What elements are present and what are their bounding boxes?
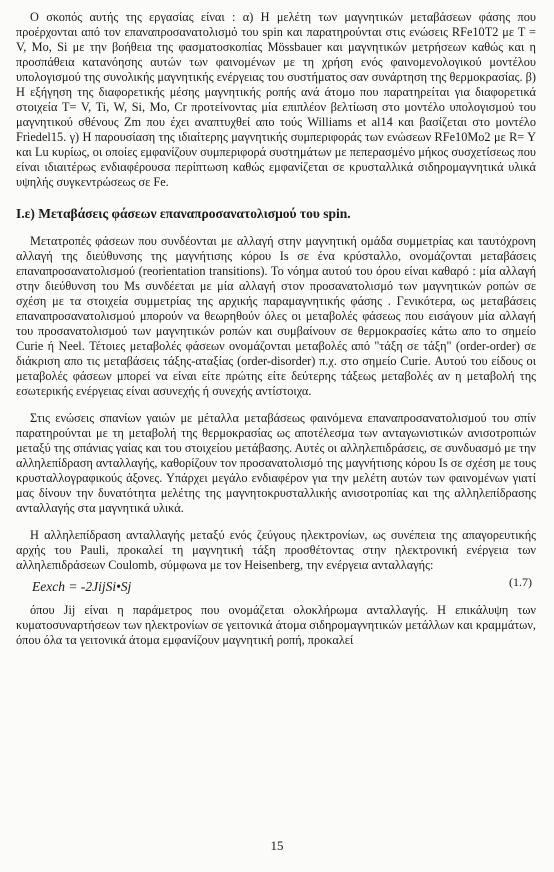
intro-paragraph: Ο σκοπός αυτής της εργασίας είναι : α) Η μελέτη των μαγνητικών μεταβάσεων φάσης που προέρχονται από τον επαναπροσανατολισμό του spin και παρατηρούνται στις ενώσεις RFe10T2 με T = V, Mo, Si με την βοήθεια της φασματοσκοπίας Mössbauer και μαγνητικών μετρήσεων καθώς και η προσπάθεια κατανόησης αυτών των φαινομένων με τη χρήση ενός φαινομενολογικού μοντέλου υπολογισμού της συνολικής μαγνητικής ενέργειας του συστήματος σαν συνάρτηση της θερμοκρασίας. β) Η εξήγηση της διαφορετικής μέσης μαγνητικής ροπής ανά άτομο που παρατηρείται για διαφορετικά στοιχεία T= V, Ti, W, Si, Mo, Cr προτείνοντας μία επιπλέον βελτίωση στο μοντέλο υπολογισμού του μαγνητικού σθένους Zm που έχει αναπτυχθεί απο τούς Williams et al14 και βασίζεται στο μοντέλο Friedel15. γ) Η παρουσίαση της ιδιαίτερης μαγνητικής συμπεριφοράς των ενώσεων RFe10Mo2 με R= Y και Lu κυρίως, οι οποίες εμφανίζουν συμπεριφορά συστημάτων με πεπερασμένο μήκος συσχετίσεως που είναι ιδιαιτέρως ενδιαφέρουσα περίπτωση καθώς εμφανίζεται σε κρυσταλλικά σιδηρομαγνητικά υλικά υψηλής συγκεντρώσεως σε Fe. xyxy=(16,10,536,189)
paragraph-exchange-integral: όπου Jij είναι η παράμετρος που ονομάζεται ολοκλήρωμα ανταλλαγής. Η επικάλυψη των κυματοσυναρτήσεων των ηλεκτρονίων σε γειτονικά άτομα σιδηρομαγνητικών μετάλλων και κραμμάτων, όπου όλα τα γειτονικά άτομα εμφανίζουν μαγνητική ροπή, προκαλεί xyxy=(16,603,536,647)
equation-text: Eexch = -2JijSi•Sj xyxy=(32,579,132,594)
section-heading: Ι.ε) Μεταβάσεις φάσεων επαναπροσανατολισμού του spin. xyxy=(16,206,351,221)
equation-number: (1.7) xyxy=(509,575,532,589)
paragraph-reorientation: Μετατροπές φάσεων που συνδέονται με αλλαγή στην μαγνητική ομάδα συμμετρίας και ταυτόχρονη αλλαγή της διεύθυνσης της μαγνήτισης κόρου Is σε ένα κρύσταλλο, ονομάζονται μεταβάσεις επαναπροσανατολισμού (reorientation transitions). Το νόημα αυτού του όρου είναι καθαρό : μία αλλαγή στην διεύθυνση του Ms συνδέεται με μία αλλαγή στον προσανατολισμό των μαγνητικών ροπών σε σχέση με τα στοιχεία συμμετρίας της αρχικής παραμαγνητικής φάσης . Γενικότερα, ως μεταβάσεις επαναπροσανατολισμού μπορούν να θεωρηθούν όλες οι μεταβολές φάσεως που εισάγουν μία αλλαγή του προσανατολισμού των μαγνητικών ροπών και συμβαίνουν σε θερμοκρασίες κάτω απο το σημείο Curie ή Neel. Τέτοιες μεταβολές φάσεων ονομάζονται μεταβολές από "τάξη σε τάξη" (order-order) σε διάκριση απο τις μεταβάσεις τάξης-αταξίας (order-disorder) π.χ. στο σημείο Curie. Αυτού του είδους οι μεταβολές φάσεων μπορεί να είναι είτε πρώτης είτε δεύτερης τάξεως μεταβολές αν η μεταβολή της εσωτερικής ενέργειας είναι ασυνεχής ή συνεχής αντίστοιχα. xyxy=(16,234,536,398)
spacer xyxy=(16,222,536,234)
paragraph-exchange: Η αλληλεπίδραση ανταλλαγής μεταξύ ενός ζεύγους ηλεκτρονίων, ως συνέπεια της απαγορευτικής αρχής του Pauli, προκαλεί τη μαγνητική τάξη προσθέτοντας στην ηλεκτρονική ενέργεια των αλληλεπιδράσεων Coulomb, σύμφωνα με τον Heisenberg, την ενέργεια ανταλλαγής: xyxy=(16,528,536,572)
spacer xyxy=(16,190,536,205)
equation-block xyxy=(16,573,536,603)
page-number: 15 xyxy=(270,838,284,853)
paragraph-rare-earth: Στις ενώσεις σπανίων γαιών με μέταλλα μεταβάσεως φαινόμενα επαναπροσανατολισμού του σπίν παρατηρούνται με τη μεταβολή της θερμοκρασίας ως αποτέλεσμα των ανταγωνιστικών ανισοτροπιών μεταξύ της σπάνιας γαίας και του στοιχείου μετάβασης. Αυτές οι αλληλεπιδράσεις, σε συνδυασμό με την αλληλεπίδραση ανταλλαγής, καθορίζουν τον προσανατολισμό της μαγνήτισης κόρου Is σε σχέση με τους κρυσταλλογραφικούς άξονες. Υπάρχει μεγάλο ενδιαφέρον για την μελέτη αυτών των φαινομένων γιατί μας δίνουν την δυνατότητα μελέτης της μαγνητοκρυσταλλικής ανισοτροπίας και της αλληλεπίδρασης ανταλλαγής στα μαγνητικά υλικά. xyxy=(16,411,536,515)
spacer xyxy=(16,399,536,411)
spacer xyxy=(16,516,536,528)
